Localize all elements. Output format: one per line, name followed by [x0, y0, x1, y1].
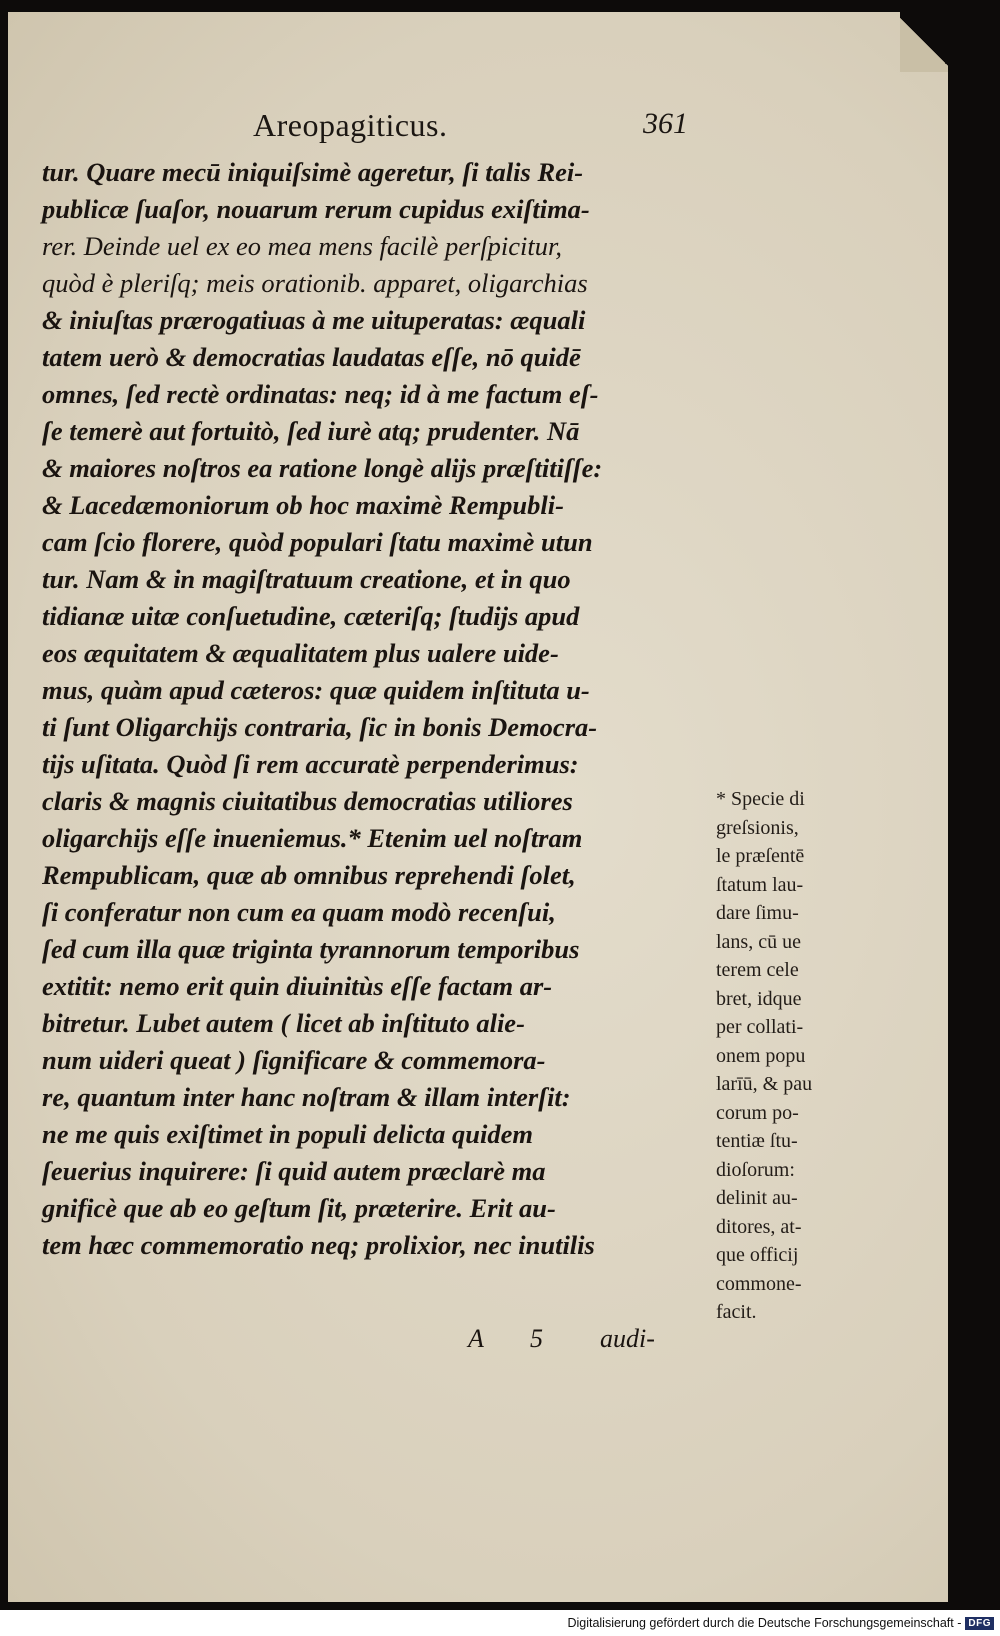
text-line: claris & magnis ciuitatibus democratias utiliores: [42, 786, 573, 816]
text-line: ſed cum illa quæ triginta tyrannorum temporibus: [42, 934, 580, 964]
text-line: & Lacedæmoniorum ob hoc maximè Rempubli-: [42, 490, 564, 520]
text-line: extitit: nemo erit quin diuinitùs eſſe factam ar-: [42, 971, 553, 1001]
text-line: ſeuerius inquirere: ſi quid autem præclarè ma: [42, 1156, 546, 1186]
text-line: eos æquitatem & æqualitatem plus ualere uide-: [42, 638, 559, 668]
text-line: tatem uerò & democratias laudatas eſſe, nō quidē: [42, 342, 581, 372]
text-line: ne me quis exiſtimet in populi delicta quidem: [42, 1119, 533, 1149]
margin-line: tentiæ ſtu-: [716, 1130, 798, 1152]
page-number: 361: [643, 107, 688, 140]
catchword: audi-: [600, 1324, 655, 1353]
book-page: [8, 12, 948, 1602]
text-line: cam ſcio florere, quòd populari ſtatu maximè utun: [42, 527, 593, 557]
text-line: num uideri queat ) ſignificare & commemora-: [42, 1045, 546, 1075]
text-line: tur. Quare mecū iniquiſsimè ageretur, ſi talis Rei-: [42, 157, 584, 187]
text-line: rer. Deinde uel ex eo mea mens facilè perſpicitur,: [42, 231, 563, 261]
page-corner-fold: [900, 12, 948, 72]
text-line: tem hæc commemoratio neq; prolixior, nec inutilis: [42, 1230, 595, 1260]
margin-line: ditores, at-: [716, 1215, 802, 1238]
text-line: tidianæ uitæ conſuetudine, cæteriſq; ſtudijs apud: [42, 601, 580, 631]
text-line: mus, quàm apud cæteros: quæ quidem inſtituta u-: [42, 675, 590, 705]
margin-line: corum po-: [716, 1101, 799, 1124]
margin-line: lans, cū ue: [716, 930, 801, 953]
signature-number: 5: [530, 1324, 543, 1353]
margin-line: commone-: [716, 1272, 802, 1295]
margin-line: per collati-: [716, 1016, 804, 1038]
running-head: [238, 107, 688, 157]
text-line: Rempublicam, quæ ab omnibus reprehendi ſolet,: [42, 860, 576, 890]
running-head-title: Areopagiticus.: [253, 107, 448, 143]
text-line: gnificè que ab eo geſtum ſit, præterire. Erit au-: [42, 1193, 556, 1223]
text-line: ſe temerè aut fortuitò, ſed iurè atq; prudenter. Nā: [42, 416, 580, 446]
text-line: & maiores noſtros ea ratione longè alijs præſtitiſſe:: [42, 453, 603, 483]
marginal-note: [716, 785, 846, 1327]
margin-line: facit.: [716, 1301, 757, 1323]
text-line: & iniuſtas prærogatiuas à me uituperatas: æquali: [42, 305, 586, 335]
text-line: ſi conferatur non cum ea quam modò recenſui,: [42, 897, 556, 927]
text-line: tijs uſitata. Quòd ſi rem accuratè perpenderimus:: [42, 749, 579, 779]
text-line: quòd è pleriſq; meis orationib. apparet, oligarchias: [42, 268, 588, 298]
margin-line: terem cele: [716, 959, 799, 981]
text-line: oligarchijs eſſe inueniemus.* Etenim uel noſtram: [42, 823, 583, 853]
main-text-block: [42, 154, 702, 1264]
text-line: tur. Nam & in magiſtratuum creatione, et in quo: [42, 564, 571, 594]
text-line: bitretur. Lubet autem ( licet ab inſtituto alie-: [42, 1008, 525, 1038]
margin-line: ſtatum lau-: [716, 873, 804, 896]
dfg-logo: DFG: [965, 1617, 994, 1630]
funding-credit: Digitalisierung gefördert durch die Deutsche Forschungsgemeinschaft -: [567, 1616, 962, 1630]
margin-line: onem popu: [716, 1044, 806, 1067]
margin-line: larīū, & pau: [716, 1073, 813, 1095]
margin-line: que officij: [716, 1244, 799, 1266]
digitization-footer: [567, 1614, 994, 1632]
text-line: omnes, ſed rectè ordinatas: neq; id à me factum eſ-: [42, 379, 599, 409]
signature-mark: A: [468, 1324, 484, 1353]
margin-line: * Specie di: [716, 788, 805, 810]
margin-line: le præſentē: [716, 845, 805, 867]
margin-line: dioſorum:: [716, 1158, 795, 1181]
margin-line: greſsionis,: [716, 816, 799, 839]
text-line: publicæ ſuaſor, nouarum rerum cupidus exiſtima-: [42, 194, 590, 224]
margin-line: bret, idque: [716, 987, 802, 1010]
margin-line: dare ſimu-: [716, 902, 799, 924]
text-line: re, quantum inter hanc noſtram & illam interſit:: [42, 1082, 571, 1112]
margin-line: delinit au-: [716, 1187, 798, 1209]
text-line: ti ſunt Oligarchijs contraria, ſic in bonis Democra-: [42, 712, 598, 742]
